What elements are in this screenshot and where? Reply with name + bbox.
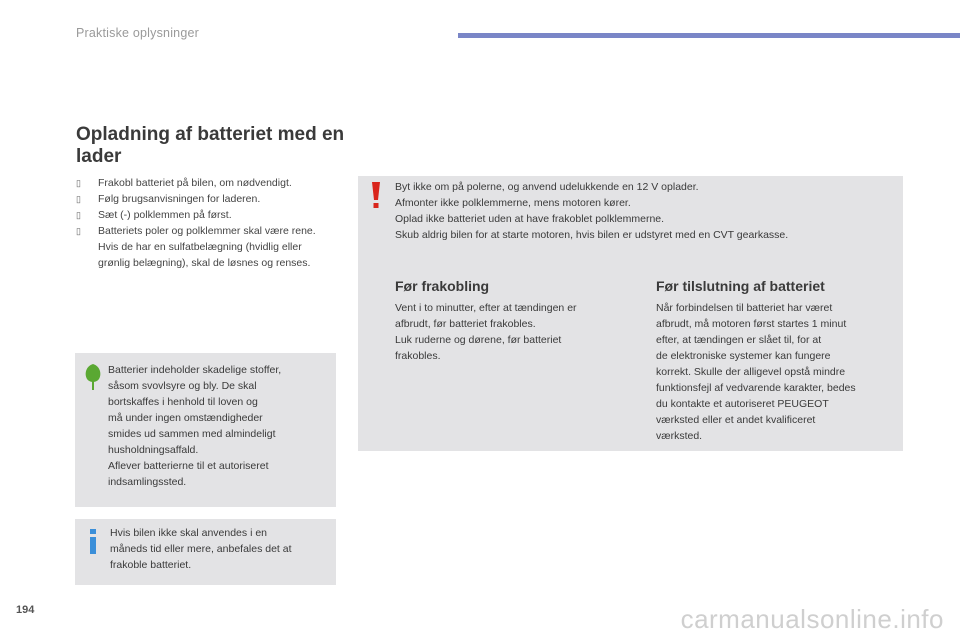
list-item: ▯ Sæt (-) polklemmen på først.: [76, 209, 232, 221]
checkbox-bullet-icon: ▯: [76, 210, 81, 220]
watermark: carmanualsonline.info: [680, 604, 944, 634]
section-header: Praktiske oplysninger: [76, 26, 200, 40]
before-connect-heading: Før tilslutning af batteriet: [656, 278, 825, 294]
environment-note-box: [75, 353, 336, 507]
steps-list: [76, 175, 336, 271]
checkbox-bullet-icon: ▯: [76, 178, 81, 188]
warning-box: [358, 176, 903, 451]
checkbox-bullet-icon: ▯: [76, 194, 81, 204]
before-connect-text: Når forbindelsen til batteriet har været afbrudt, må motoren først startes 1 minut efter, at tændingen er slået til, for at de elektroniske systemer kan fungere korrekt. Skulle der alligevel opstå mindre funktionsfejl af vedvarende karakter, bedes du kontakte et autoriseret PEUGEOT værksted eller et andet kvalificeret værksted.: [656, 302, 856, 442]
before-disconnect-text: Vent i to minutter, efter at tændingen er afbrudt, før batteriet frakobles. Luk ruderne og dørene, før batteriet frakobles.: [395, 302, 577, 362]
warning-icon: [366, 180, 386, 210]
list-item: ▯ Følg brugsanvisningen for laderen.: [76, 193, 261, 205]
before-disconnect-heading: Før frakobling: [395, 278, 490, 294]
info-note-box: [75, 519, 336, 585]
checkbox-bullet-icon: ▯: [76, 226, 81, 236]
info-icon: [83, 527, 103, 557]
list-item: ▯ Batteriets poler og polklemmer skal være rene. Hvis de har en sulfatbelægning (hvidlig eller grønlig belægning), skal de løsnes og renses.: [76, 225, 316, 269]
page-title: Opladning af batteriet med en lader: [76, 124, 345, 167]
info-note-text: Hvis bilen ikke skal anvendes i en måneds tid eller mere, anbefales det at frakoble batteriet.: [110, 527, 292, 571]
page-number: 194: [16, 604, 35, 616]
warning-text: Byt ikke om på polerne, og anvend udelukkende en 12 V oplader. Afmonter ikke polklemmerne, mens motoren kører. Oplad ikke batteriet uden at have frakoblet polklemmerne. Skub aldrig bilen for at starte motoren, hvis bilen er udstyret med en CVT gearkasse.: [395, 181, 789, 241]
environment-note-text: Batterier indeholder skadelige stoffer, såsom svovlsyre og bly. De skal bortskaffes i henhold til loven og må under ingen omstændigheder smides ud sammen med almindeligt husholdningsaffald. Aflever batterierne til et autoriseret indsamlingssted.: [108, 364, 282, 488]
leaf-icon: [83, 362, 103, 392]
header-accent-bar: [458, 33, 960, 38]
list-item: ▯ Frakobl batteriet på bilen, om nødvendigt.: [76, 177, 292, 189]
